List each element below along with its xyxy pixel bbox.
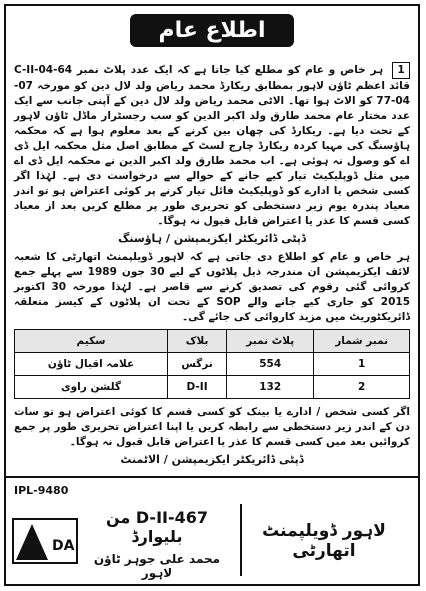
address-line-2: محمد علی جوہر ٹاؤن لاہور bbox=[93, 552, 221, 580]
cell-block: نرگس bbox=[168, 353, 227, 376]
ipl-number: IPL-9480 bbox=[14, 484, 69, 497]
address-line-1: 467-D-II من بلیوارڈ bbox=[105, 508, 209, 546]
table-row bbox=[15, 376, 410, 399]
address-block bbox=[82, 508, 232, 580]
cell-scheme: گلشن راوی bbox=[15, 376, 168, 399]
footer bbox=[6, 478, 418, 584]
authority-name: لاہور ڈویلپمنٹ اتھارٹی bbox=[262, 521, 386, 561]
header-scheme: سکیم bbox=[15, 330, 168, 353]
cell-plot-number: 554 bbox=[227, 353, 314, 376]
svg-text:DA: DA bbox=[52, 538, 75, 554]
paragraph-number: 1 bbox=[392, 62, 410, 79]
table-row bbox=[15, 353, 410, 376]
table-header-row bbox=[15, 330, 410, 353]
advertisement-frame bbox=[4, 4, 420, 586]
lda-logo-icon bbox=[12, 518, 78, 564]
signature-housing: ڈپٹی ڈائریکٹر ایکزیمپشن / ہاؤسنگ bbox=[118, 232, 306, 245]
header-block: بلاک bbox=[168, 330, 227, 353]
title-banner bbox=[6, 14, 418, 47]
header-plot-number: پلاٹ نمبر bbox=[227, 330, 314, 353]
header-serial: نمبر شمار bbox=[314, 330, 410, 353]
signature-allotment: ڈپٹی ڈائریکٹر ایکزیمپشن / الاٹمنٹ bbox=[120, 453, 304, 466]
plots-table bbox=[14, 329, 410, 399]
paragraph-2: ہر خاص و عام کو اطلاع دی جاتی ہے کہ لاہور ڈویلپمنٹ اتھارٹی کا شعبہ لائف ایکزیمپشن ان مندرجہ ذیل پلاٹوں کے لیے 30 جون 1989 سے پہلے جمع کروائی گئی رقوم کی تصدیق کرنے سے قاصر ہے۔ لہٰذا مورخہ 30 اکتوبر 2015 کو جاری کیے جانے والے SOP کے تحت ان پلاٹوں کے کیسز متعلقہ ڈائریکٹوریٹ میں مزید کاروائی کی جائے گی۔ bbox=[14, 251, 411, 323]
paragraph-1-text: ہر خاص و عام کو مطلع کیا جاتا ہے کہ ایک عدد پلاٹ نمبر C-II-04-64 قائد اعظم ٹاؤن لاہور بمطابق ریکارڈ محمد ریاض ولد لال دین کو مورخہ 07-04-77 کو الاٹ ہوا تھا۔ الاٹی محمد ریاض ولد لال دین کے آپنی جانب سے ایک عدد مختار عام محمد طارق ولد اکبر الدین کو سب رجسٹرار ماڈل ٹاؤن لاہور کے تحت دیا ہے۔ ریکارڈ کی چھان بین کرنے کے بعد معلوم ہوا ہے کہ محکمہ ہاؤسنگ کی مہیا کردہ ریکارڈ چارج لسٹ کے مطابق اصل مثل محکمہ ایل ڈی اے کو وصول نہ ہوئی ہے۔ اب محمد طارق ولد اکبر الدین نے محکمہ ایل ڈی اے میں مثل ڈوپلیکیٹ تیار کیے جانے کے حوالے سے درخواست دی ہے۔ لہٰذا اگر کسی شخص یا ادارے کو ڈوپلیکیٹ فائل تیار کرنے پر کوئی اعتراض ہو تو اندر معیاد پندرہ یوم زیر دستخطی کو تحریری طور پر مطلع کریں بعد از معیاد کسی قسم کا عذر یا اعتراض قابل قبول نہ ہوگا۔ bbox=[14, 64, 410, 227]
cell-serial: 2 bbox=[314, 376, 410, 399]
cell-scheme: علامہ اقبال ٹاؤن bbox=[15, 353, 168, 376]
notice-body bbox=[14, 62, 410, 471]
cell-block: D-II bbox=[168, 376, 227, 399]
cell-plot-number: 132 bbox=[227, 376, 314, 399]
page-title: اطلاع عام bbox=[130, 14, 293, 47]
paragraph-1 bbox=[14, 62, 410, 229]
paragraph-3: اگر کسی شخص / ادارے یا بینک کو کسی قسم کا کوئی اعتراض ہو تو سات دن کے اندر زیر دستخطی سے رابطہ کریں یا اپنا اعتراض تحریری طور پر جمع کروائیں بعد میں کسی قسم کا عذر یا اعتراض قابل قبول نہ ہوگا۔ bbox=[14, 406, 410, 448]
cell-serial: 1 bbox=[314, 353, 410, 376]
